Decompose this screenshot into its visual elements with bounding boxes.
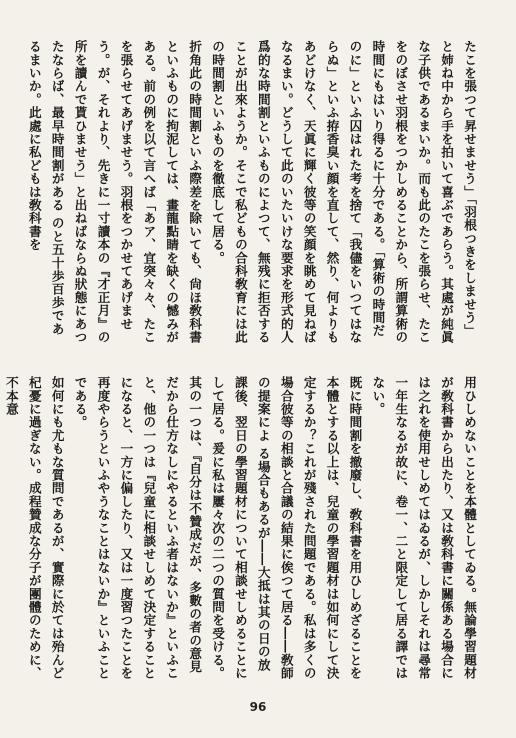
paragraph: 如何にも尤もな質問であるが、實際に於ては殆んど杞憂に過ぎない。成程贊成な分子が團體のために、不本意 <box>3 376 65 680</box>
page-number: 96 <box>249 700 267 714</box>
upper-text-block <box>24 40 480 346</box>
lower-text-block <box>3 376 480 684</box>
paragraph: たこを張つて昇せませう」「羽根つきをしませう」と姉ね中から手を拍いて喜ぶであらう。其處が純眞な子供であるまいか。而も此のたこを張らせ、たこをのぼさせ羽根をつかしめることから、所謂算術の時間にもはいり得るに十分である。「算術の時間だのに」といふ囚はれた考を捨て「我儘をいつてはならぬ」といふ拵香臭い顔を直して、然り、何よりもあどけなく、天眞に輝く彼等の笑顔を眺めて見ねばなるまい。どうして此のいたいけな要求を形式的人爲的な時間割といふものによつて、無残に拒否することが出來ようか。そこで私どもの合科敎育には此の時間割といふものを徹底して居る。 <box>210 40 477 344</box>
paragraph: 用ひしめないことを本體としてゐる。無論學習題材が敎科書から出たり、又は敎科書に關係ある場合には之れを使用せしめてはゐるが、しかしそれは尋常一年生なるが故に、卷一、二と限定して居る譯ではない。 <box>370 376 477 680</box>
paragraph: 既に時間割を撤廢し、敎科書を用ひしめざることを本體とする以上は、兒童の學習題材は如何にして決定するか？これが殘された問題である。私は多くの場合彼等の相談と合議の結果に俟つて居る――敎師の提案によ る場合もあるが――大抵は其の日の放課後、翌日の學習題材について相談せしめることにして居る。爰に私は屢々次の二つの質問を受ける。其の一つは、『自分は不贊成だが、多數の者の意見だから仕方なしにやるといふ者はないか』といふこと、他の一つは『兒童に相談せしめて決定することになると、一方に偏したり、又は一度習つたことを再度やらうといふやうなことはないか』といふことである。 <box>72 376 363 680</box>
paragraph: 折角此の時間割といふ際差を除いても、尙ほ敎科書といふものに拘泥しては、畫龍點睛を缺くの憾みがある。前の例を以て言へば「あア、宜突々々、たこを張らせてあげませう。羽根をつかせてあげませう。が、それより、先きに一寸讀本の『才正月』の所を讀んで貰ひませう」と出ねばならぬ狀態にあつたならば、最早時間割がある のと五十歩百歩であるまいか。此處に私どもは敎科書を <box>26 40 203 344</box>
